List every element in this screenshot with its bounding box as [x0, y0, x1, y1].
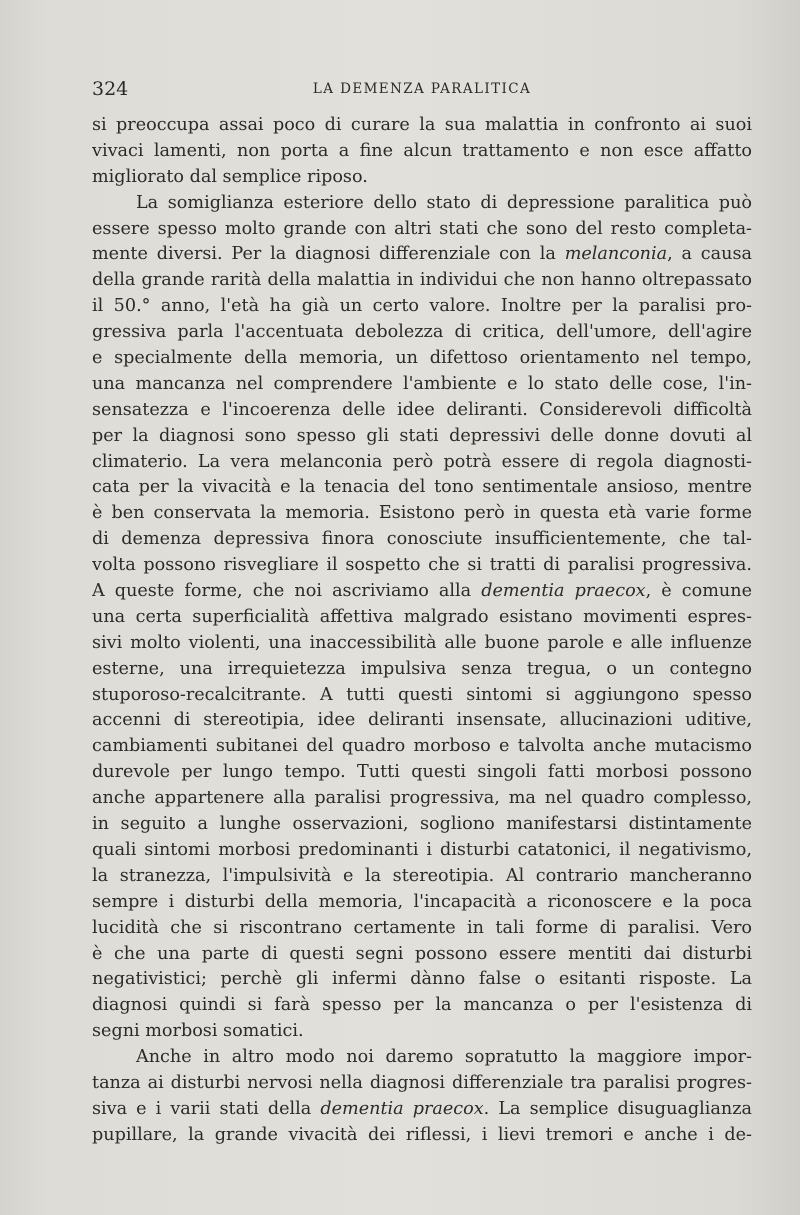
line-text: A queste forme, che noi ascriviamo alla	[92, 581, 482, 602]
text-line	[92, 398, 752, 424]
line-text: negativistici; perchè gli infermi dànno false o esitanti risposte. La	[92, 969, 752, 990]
line-text: stuporoso-recalcitrante. A tutti questi sintomi si aggiungono spesso	[92, 684, 752, 705]
line-text: cambiamenti subitanei del quadro morboso e talvolta anche mutacismo	[92, 736, 752, 757]
line-text: . La semplice disuguaglianza	[483, 1098, 752, 1119]
text-line	[92, 890, 752, 916]
text-line	[92, 605, 752, 631]
line-text: cata per la vivacità e la tenacia del tono sentimentale ansioso, mentre	[92, 477, 752, 498]
line-text: esterne, una irrequietezza impulsiva senza tregua, o un contegno	[92, 658, 752, 679]
text-line	[92, 320, 752, 346]
line-text: in seguito a lunghe osservazioni, sogliono manifestarsi distintamente	[92, 814, 752, 835]
text-line	[92, 916, 752, 942]
text-line	[92, 553, 752, 579]
line-text: accenni di stereotipia, idee deliranti insensate, allucinazioni uditive,	[92, 710, 752, 731]
text-line	[92, 372, 752, 398]
line-text: una mancanza nel comprendere l'ambiente e lo stato delle cose, l'in-	[92, 373, 752, 394]
line-text: della grande rarità della malattia in individui che non hanno oltrepassato	[92, 270, 752, 291]
line-text: per la diagnosi sono spesso gli stati depressivi delle donne dovuti al	[92, 425, 752, 446]
line-text: una certa superficialità affettiva malgrado esistano movimenti espres-	[92, 606, 752, 627]
text-line	[92, 139, 752, 165]
line-text: il 50.° anno, l'età ha già un certo valore. Inoltre per la paralisi pro-	[92, 296, 752, 317]
text-line	[92, 191, 752, 217]
body-text	[92, 113, 752, 1149]
line-text: sensatezza e l'incoerenza delle idee deliranti. Considerevoli difficoltà	[92, 399, 752, 420]
text-line	[92, 268, 752, 294]
text-line	[92, 786, 752, 812]
text-line	[92, 501, 752, 527]
text-line	[92, 864, 752, 890]
line-text: sempre i disturbi della memoria, l'incapacità a riconoscere e la poca	[92, 891, 752, 912]
text-line	[92, 734, 752, 760]
text-line	[92, 579, 752, 605]
line-text: e specialmente della memoria, un difettoso orientamento nel tempo,	[92, 348, 752, 369]
line-text: pupillare, la grande vivacità dei riflessi, i lievi tremori e anche i de-	[92, 1124, 752, 1145]
line-text: diagnosi quindi si farà spesso per la mancanza o per l'esistenza di	[92, 995, 752, 1016]
line-text: climaterio. La vera melanconia però potrà essere di regola diagnosti-	[92, 451, 752, 472]
text-line	[92, 217, 752, 243]
text-line	[92, 242, 752, 268]
page-number: 324	[92, 78, 129, 100]
text-line	[92, 294, 752, 320]
text-line	[92, 165, 752, 191]
text-line	[92, 683, 752, 709]
text-line	[92, 760, 752, 786]
line-text: è ben conservata la memoria. Esistono però in questa età varie forme	[92, 503, 752, 524]
text-line	[92, 1097, 752, 1123]
line-text: Anche in altro modo noi daremo sopratutto la maggiore impor-	[136, 1047, 752, 1068]
text-line	[92, 475, 752, 501]
line-text: volta possono risvegliare il sospetto che si tratti di paralisi progressiva.	[92, 555, 752, 576]
line-text: la stranezza, l'impulsività e la stereotipia. Al contrario mancheranno	[92, 865, 752, 886]
line-text: migliorato dal semplice riposo.	[92, 166, 368, 187]
text-line	[92, 527, 752, 553]
line-text: , è comune	[645, 581, 752, 602]
text-line	[92, 631, 752, 657]
line-text: mente diversi. Per la diagnosi differenziale con la	[92, 244, 565, 265]
text-line	[92, 657, 752, 683]
line-text: quali sintomi morbosi predominanti i disturbi catatonici, il negativismo,	[92, 839, 752, 860]
running-header	[92, 76, 752, 106]
line-text: sivi molto violenti, una inaccessibilità alle buone parole e alle influenze	[92, 632, 752, 653]
line-text: segni morbosi somatici.	[92, 1021, 304, 1042]
text-line	[92, 424, 752, 450]
line-text: è che una parte di questi segni possono essere mentiti dai disturbi	[92, 943, 752, 964]
text-line	[92, 1123, 752, 1149]
line-text: La somiglianza esteriore dello stato di depressione paralitica può	[136, 192, 752, 213]
line-text: siva e i varii stati della	[92, 1098, 321, 1119]
text-line	[92, 967, 752, 993]
line-text: tanza ai disturbi nervosi nella diagnosi differenziale tra paralisi progres-	[92, 1072, 752, 1093]
text-line	[92, 942, 752, 968]
line-text: essere spesso molto grande con altri stati che sono del resto completa-	[92, 218, 752, 239]
text-line	[92, 812, 752, 838]
line-text: vivaci lamenti, non porta a fine alcun trattamento e non esce affatto	[92, 140, 752, 161]
line-text: si preoccupa assai poco di curare la sua malattia in confronto ai suoi	[92, 115, 752, 135]
text-line	[92, 113, 752, 139]
line-text: anche appartenere alla paralisi progressiva, ma nel quadro complesso,	[92, 788, 752, 809]
text-line	[92, 1045, 752, 1071]
italic-term: melanconia	[564, 244, 668, 265]
line-text: di demenza depressiva finora conosciute insufficientemente, che tal-	[92, 529, 752, 550]
text-line	[92, 993, 752, 1019]
text-line	[92, 346, 752, 372]
text-line	[92, 1071, 752, 1097]
line-text: gressiva parla l'accentuata debolezza di critica, dell'umore, dell'agire	[92, 322, 752, 343]
text-line	[92, 450, 752, 476]
line-text: lucidità che si riscontrano certamente in tali forme di paralisi. Vero	[92, 917, 752, 938]
text-line	[92, 838, 752, 864]
line-text: durevole per lungo tempo. Tutti questi singoli fatti morbosi possono	[92, 762, 752, 783]
italic-term: dementia praecox	[320, 1098, 484, 1119]
running-title: LA DEMENZA PARALITICA	[312, 81, 532, 97]
text-line	[92, 1019, 752, 1045]
line-text: , a causa	[667, 244, 752, 265]
italic-term: dementia praecox	[481, 581, 646, 602]
text-line	[92, 708, 752, 734]
